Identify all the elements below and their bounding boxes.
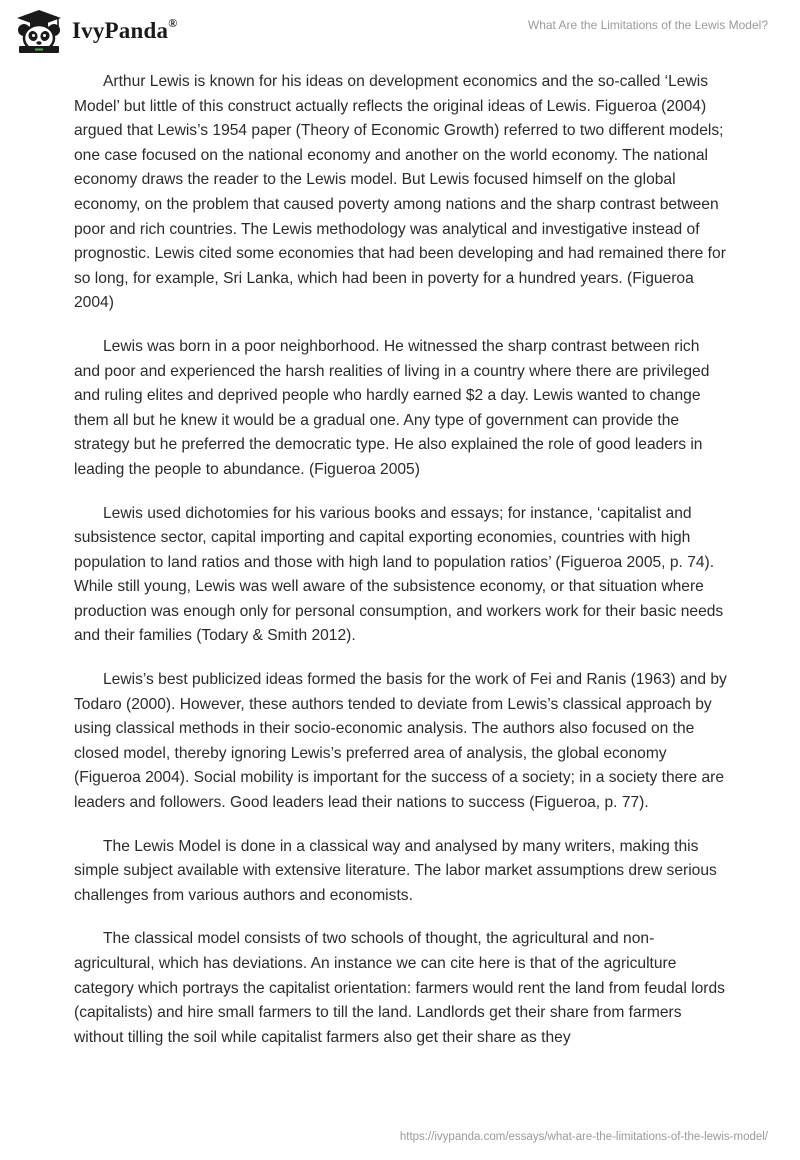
paragraph-1: Arthur Lewis is known for his ideas on development economics and the so-called ‘Lewis Model’ but little of this construct actually reflects the original ideas of Lewis. Figueroa (2004) argued that Lewis’s 1954 paper (Theory of Economic Growth) referred to two different models; one case focused on the national economy and another on the world economy. The national economy draws the reader to the Lewis model. But Lewis focused himself on the global economy, on the problem that caused poverty among nations and the sharp contrast between poor and rich countries. The Lewis methodology was analytical and investigative instead of prognostic. Lewis cited some economies that had been developing and had remained there for so long, for example, Sri Lanka, which had been in poverty for a hundred years. (Figueroa 2004) (74, 73, 726, 312)
brand-logo[interactable] (14, 8, 177, 54)
registered-mark: ® (168, 16, 178, 31)
paragraph-5: The Lewis Model is done in a classical way and analysed by many writers, making this simple subject available with extensive literature. The labor market assumptions drew serious challenges from various authors and economists. (74, 837, 717, 904)
paragraph-3: Lewis used dichotomies for his various books and essays; for instance, ‘capitalist and subsistence sector, capital importing and capital exporting economies, countries with high population to land ratios and those with high land to population ratios’ (Figueroa 2005, p. 74). While still young, Lewis was well aware of the subsistence economy, or that situation where production was enough only for personal consumption, and workers work for their basic needs and their families (Todary & Smith 2012). (74, 504, 724, 645)
page-header (0, 0, 800, 70)
essay-body (74, 70, 728, 1069)
panda-graduate-icon (14, 8, 64, 54)
document-title: What Are the Limitations of the Lewis Model? (527, 18, 768, 32)
paragraph-6: The classical model consists of two schools of thought, the agricultural and non-agricultural, which has deviations. An instance we can cite here is that of the agriculture category which portrays the capitalist orientation: farmers would rent the land from feudal lords (capitalists) and hire small farmers to till the land. Landlords get their share from farmers without tilling the soil while capitalist farmers also get their share as they (74, 930, 725, 1046)
paragraph-4: Lewis’s best publicized ideas formed the basis for the work of Fei and Ranis (1963) and by Todaro (2000). However, these authors tended to deviate from Lewis’s classical approach by using classical methods in their socio-economic analysis. The authors also focused on the closed model, thereby ignoring Lewis’s preferred area of analysis, the global economy (Figueroa 2004). Social mobility is important for the success of a society; in a society there are leaders and followers. Good leaders lead their nations to success (Figueroa, p. 77). (74, 671, 727, 812)
source-url[interactable]: https://ivypanda.com/essays/what-are-the-limitations-of-the-lewis-model/ (399, 1131, 768, 1143)
brand-name: IvyPanda® (72, 16, 178, 43)
paragraph-2: Lewis was born in a poor neighborhood. He witnessed the sharp contrast between rich and poor and experienced the harsh realities of living in a country where there are privileged and ruling elites and deprived people who hardly earned $2 a day. Lewis wanted to change them all but he knew it would be a gradual one. Any type of government can provide the strategy but he preferred the democratic type. He also explained the role of good leaders in leading the people to abundance. (Figueroa 2005) (74, 337, 710, 478)
